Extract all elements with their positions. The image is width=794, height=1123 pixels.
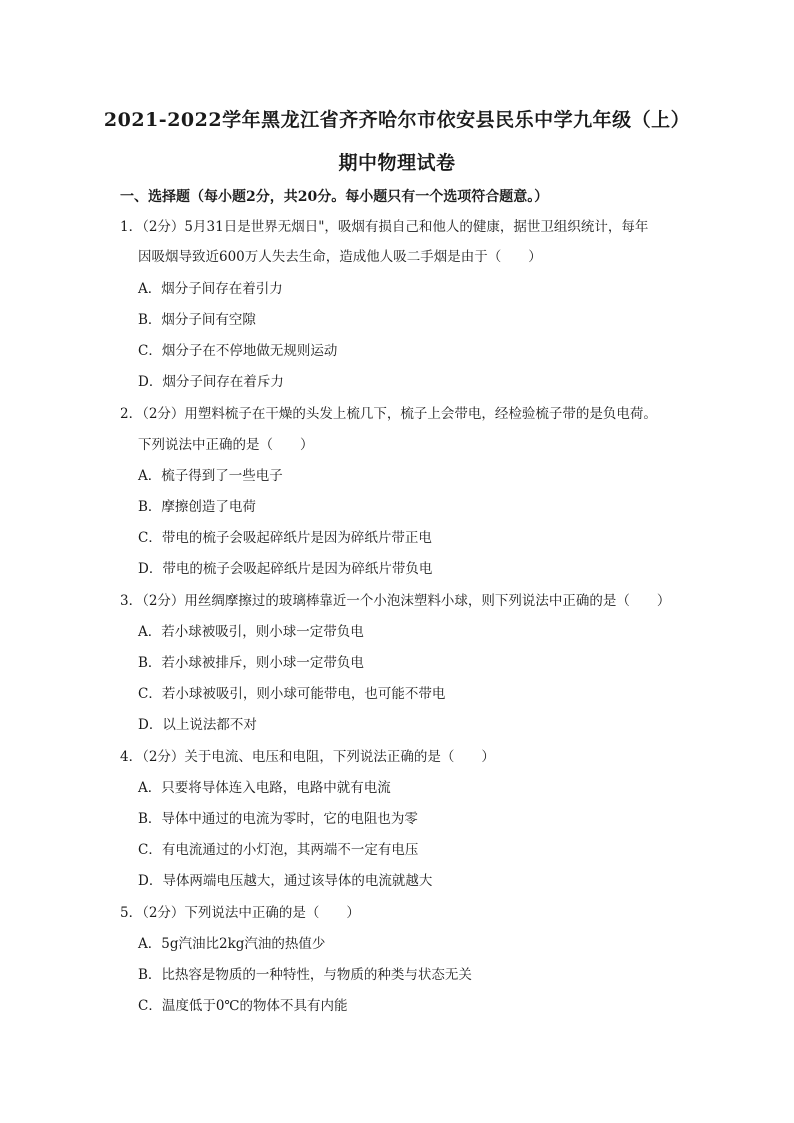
question-2-option-b: B．摩擦创造了电荷 [138, 499, 256, 515]
question-1-text: 1．（2分）5月31日是世界无烟日"，吸烟有损自己和他人的健康，据世卫组织统计，每年 [120, 219, 649, 235]
question-3-text: 3．（2分）用丝绸摩擦过的玻璃棒靠近一个小泡沫塑料小球，则下列说法中正确的是（ ） [120, 593, 671, 609]
question-3-option-d: D．以上说法都不对 [138, 717, 257, 733]
question-2-text: 2．（2分）用塑料梳子在干燥的头发上梳几下，梳子上会带电，经检验梳子带的是负电荷。 [120, 406, 657, 422]
question-5-option-c: C．温度低于0℃的物体不具有内能 [138, 998, 348, 1014]
section-heading: 一、选择题（每小题2分，共20分。每小题只有一个选项符合题意。） [120, 189, 549, 205]
question-2-option-c: C．带电的梳子会吸起碎纸片是因为碎纸片带正电 [138, 530, 432, 546]
question-4-option-d: D．导体两端电压越大，通过该导体的电流就越大 [138, 873, 433, 889]
question-1-text-cont: 因吸烟导致近600万人失去生命，造成他人吸二手烟是由于（ ） [138, 249, 542, 265]
question-4-text: 4．（2分）关于电流、电压和电阻，下列说法正确的是（ ） [120, 749, 495, 765]
question-3-option-a: A．若小球被吸引，则小球一定带负电 [138, 624, 364, 640]
question-1-option-c: C．烟分子在不停地做无规则运动 [138, 343, 338, 359]
question-4-option-a: A．只要将导体连入电路，电路中就有电流 [138, 780, 391, 796]
question-1-option-a: A．烟分子间存在着引力 [138, 281, 283, 297]
question-5-text: 5．（2分）下列说法中正确的是（ ） [120, 905, 360, 921]
question-5-option-b: B．比热容是物质的一种特性，与物质的种类与状态无关 [138, 967, 472, 983]
question-3-option-c: C．若小球被吸引，则小球可能带电，也可能不带电 [138, 686, 446, 702]
question-2-option-a: A．梳子得到了一些电子 [138, 468, 283, 484]
exam-title-line2: 期中物理试卷 [338, 152, 456, 174]
question-5-option-a: A．5g汽油比2kg汽油的热值少 [138, 936, 326, 952]
exam-title-line1: 2021-2022学年黑龙江省齐齐哈尔市依安县民乐中学九年级（上） [103, 109, 691, 131]
question-2-option-d: D．带电的梳子会吸起碎纸片是因为碎纸片带负电 [138, 561, 433, 577]
question-2-text-cont: 下列说法中正确的是（ ） [138, 437, 314, 453]
question-1-option-d: D．烟分子间存在着斥力 [138, 374, 284, 390]
question-4-option-b: B．导体中通过的电流为零时，它的电阻也为零 [138, 811, 418, 827]
question-3-option-b: B．若小球被排斥，则小球一定带负电 [138, 655, 364, 671]
question-1-option-b: B．烟分子间有空隙 [138, 312, 256, 328]
question-4-option-c: C．有电流通过的小灯泡，其两端不一定有电压 [138, 842, 419, 858]
